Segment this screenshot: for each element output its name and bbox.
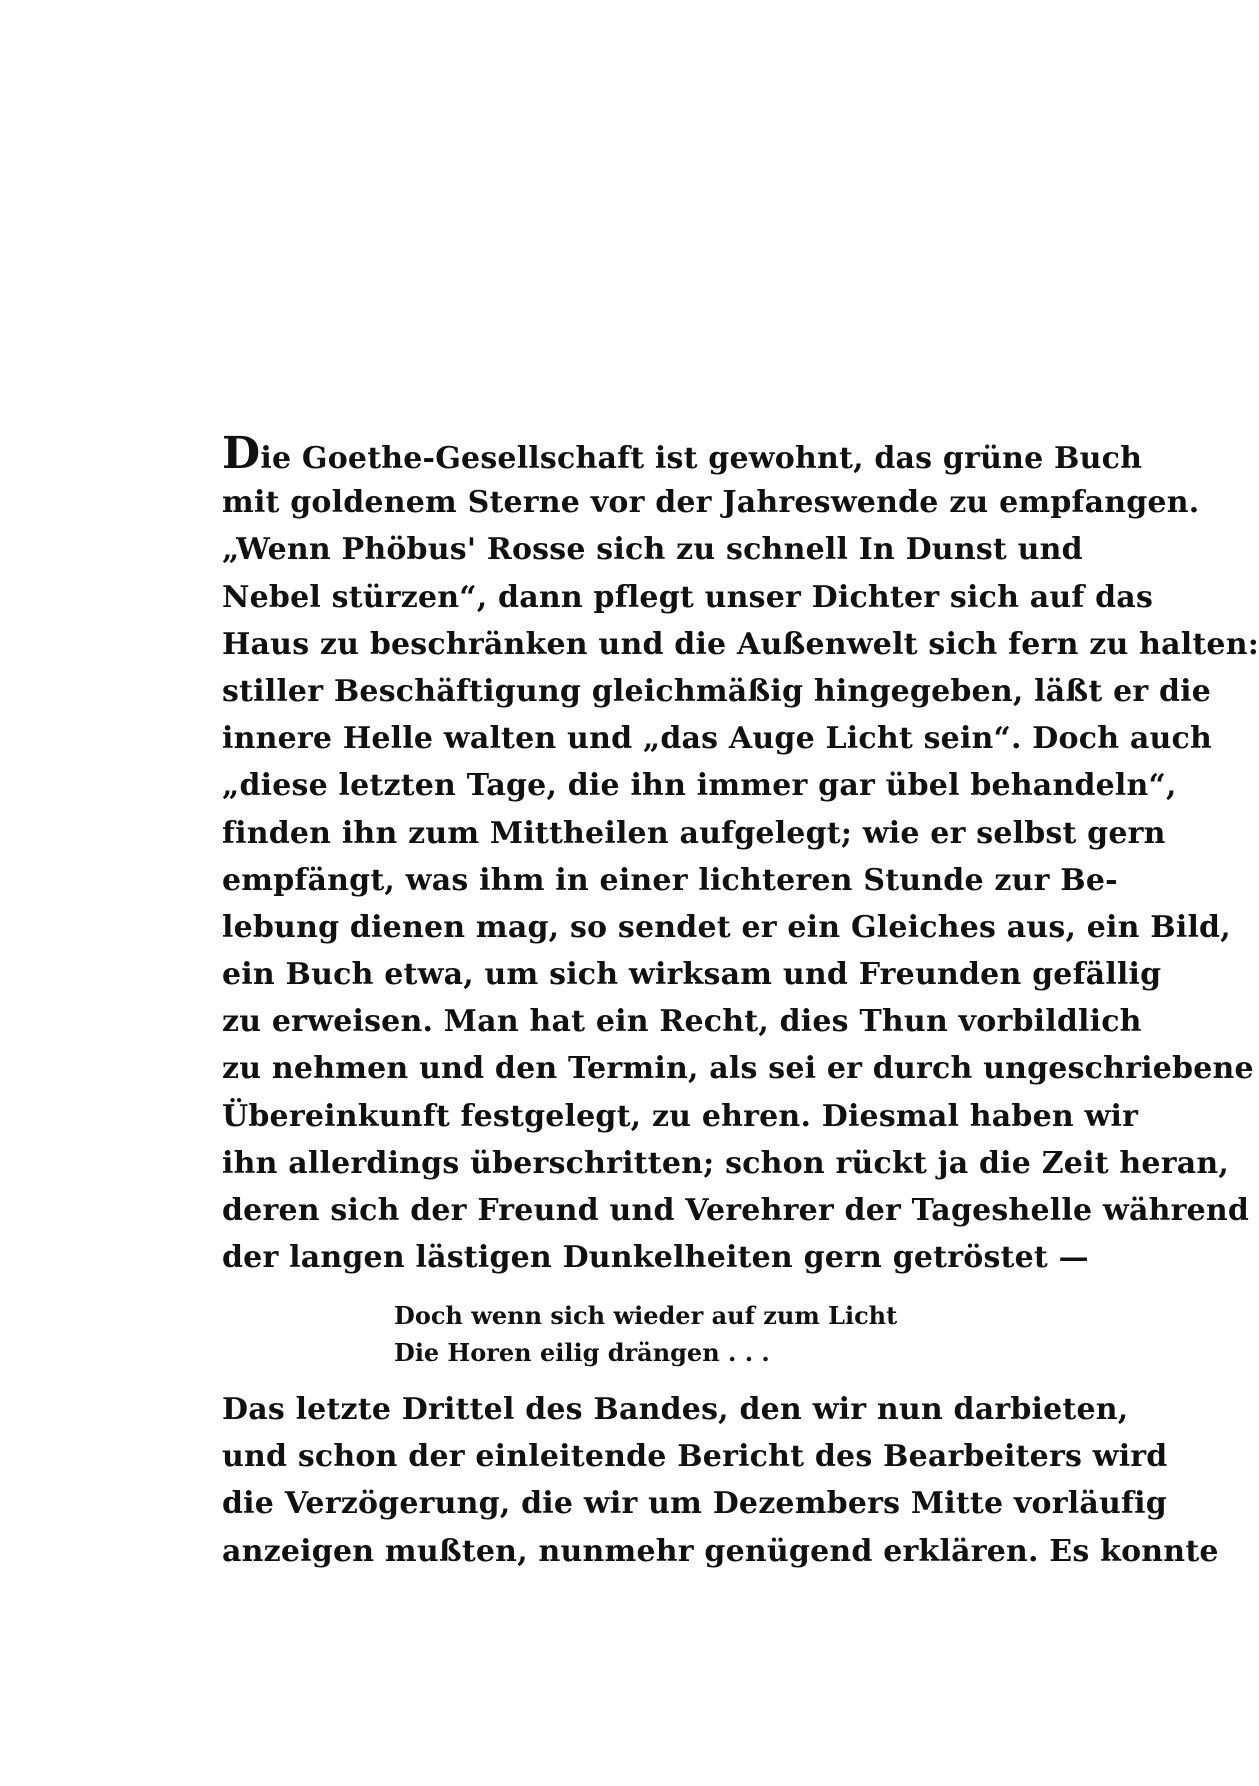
text-line: anzeigen mußten, nunmehr genügend erklären. Es konnte (222, 1533, 1219, 1569)
text-line: Haus zu beschränken und die Außenwelt sich fern zu halten: (222, 626, 1259, 662)
text-line: und schon der einleitende Bericht des Bearbeiters wird (222, 1439, 1168, 1475)
initial-letter: D (222, 428, 261, 479)
text-line: Nebel stürzen“, dann pflegt unser Dichter sich auf das (222, 579, 1154, 615)
text-line: „Wenn Phöbus' Rosse sich zu schnell In Dunst und (222, 532, 1083, 568)
verse-quote (394, 1297, 897, 1371)
paragraph-2 (222, 1386, 1219, 1575)
text-line: stiller Beschäftigung gleichmäßig hingegeben, läßt er die (222, 673, 1212, 709)
text-line-content: ie Goethe-Gesellschaft ist gewohnt, das grüne Buch (260, 441, 1143, 476)
text-line: „diese letzten Tage, die ihn immer gar übel behandeln“, (222, 768, 1177, 804)
text-line: lebung dienen mag, so sendet er ein Gleiches aus, ein Bild, (222, 909, 1231, 945)
text-line: zu nehmen und den Termin, als sei er durch ungeschriebene (222, 1051, 1254, 1087)
text-line: ihn allerdings überschritten; schon rückt ja die Zeit heran, (222, 1145, 1229, 1181)
text-line: deren sich der Freund und Verehrer der Tageshelle während (222, 1193, 1250, 1228)
text-line: Übereinkunft festgelegt, zu ehren. Diesmal haben wir (222, 1098, 1139, 1134)
text-line: finden ihn zum Mittheilen aufgelegt; wie er selbst gern (222, 815, 1166, 851)
text-line: mit goldenem Sterne vor der Jahreswende zu empfangen. (222, 485, 1200, 521)
text-line: ein Buch etwa, um sich wirksam und Freunden gefällig (222, 957, 1162, 993)
text-line: zu erweisen. Man hat ein Recht, dies Thun vorbildlich (222, 1004, 1142, 1040)
text-line (222, 428, 1143, 479)
text-line: Das letzte Drittel des Bandes, den wir nun darbieten, (222, 1392, 1129, 1427)
text-line: die Verzögerung, die wir um Dezembers Mitte vorläufig (222, 1486, 1167, 1522)
text-line: empfängt, was ihm in einer lichteren Stunde zur Be- (222, 862, 1118, 898)
verse-line: Doch wenn sich wieder auf zum Licht (394, 1301, 898, 1330)
text-line: innere Helle walten und „das Auge Licht sein“. Doch auch (222, 721, 1212, 757)
paragraph-1 (222, 428, 1259, 1281)
verse-line: Die Horen eilig drängen . . . (394, 1338, 770, 1367)
text-line: der langen lästigen Dunkelheiten gern getröstet — (222, 1240, 1089, 1276)
